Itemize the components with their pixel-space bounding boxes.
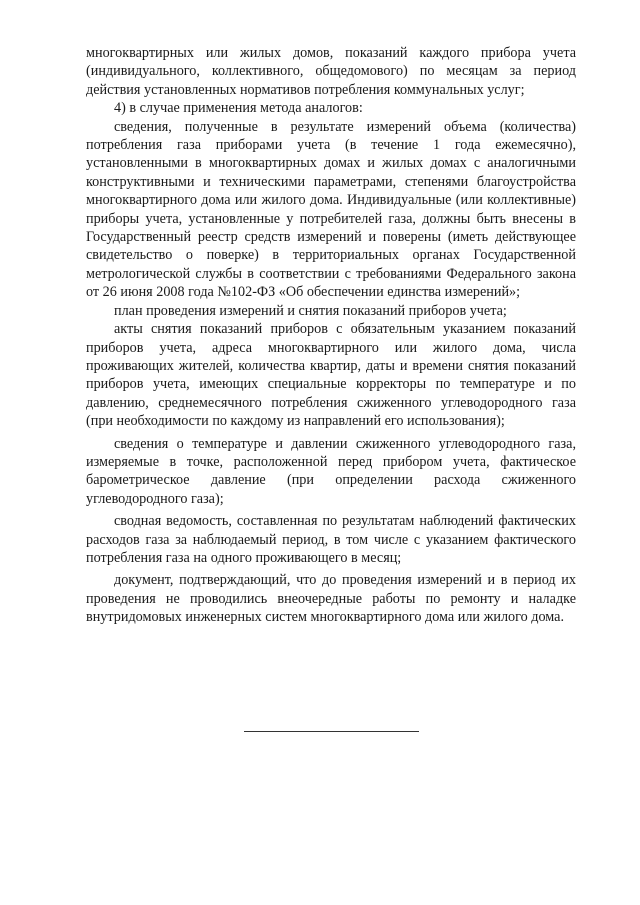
paragraph-measurement-plan: план проведения измерений и снятия показаний приборов учета; (114, 302, 507, 319)
end-of-document-rule (244, 731, 419, 732)
paragraph-temperature-pressure: сведения о температуре и давлении сжиженного углеводородного газа, измеряемые в точке, расположенной перед прибором учета, фактическое барометрическое давление (при определении расхода сжиженного углеводородного газа); (86, 435, 576, 507)
paragraph-confirmation-document: документ, подтверждающий, что до проведения измерений и в период их проведения не проводились внеочередные работы по ремонту и наладке внутридомовых инженерных систем многоквартирного дома или жилого дома. (86, 572, 576, 626)
paragraph-item-4: 4) в случае применения метода аналогов: (114, 100, 363, 117)
paragraph-continuation: многоквартирных или жилых домов, показаний каждого прибора учета (индивидуального, коллективного, общедомового) по месяцам за период действия установленных нормативов потребления коммунальных услуг; (86, 45, 576, 98)
paragraph-reading-acts: акты снятия показаний приборов с обязательным указанием показаний приборов учета, адреса многоквартирного или жилого дома, числа проживающих жителей, количества квартир, даты и времени снятия показаний приборов учета, имеющих специальные корректоры по температуре и по давлению, среднемесячного потребления сжиженного углеводородного газа (при необходимости по каждому из направлений его использования); (86, 321, 576, 430)
paragraph-summary-statement: сводная ведомость, составленная по результатам наблюдений фактических расходов газа за наблюдаемый период, в том числе с указанием фактического потребления газа на одного проживающего в месяц; (86, 513, 576, 566)
paragraph-measurement-data: сведения, полученные в результате измерений объема (количества) потребления газа приборами учета (в течение 1 года ежемесячно), установленными в многоквартирных домах и жилых домах с аналогичными конструктивными и техническими параметрами, степенями благоустройства многоквартирного дома или жилого дома. Индивидуальные (или коллективные) приборы учета, установленные у потребителей газа, должны быть внесены в Государственный реестр средств измерений и поверены (иметь действующее свидетельство о поверке) в территориальных органах Государственной метрологической службы в соответствии с требованиями Федерального закона от 26 июня 2008 года №102-ФЗ «Об обеспечении единства измерений»; (86, 118, 576, 301)
document-body (86, 44, 576, 627)
